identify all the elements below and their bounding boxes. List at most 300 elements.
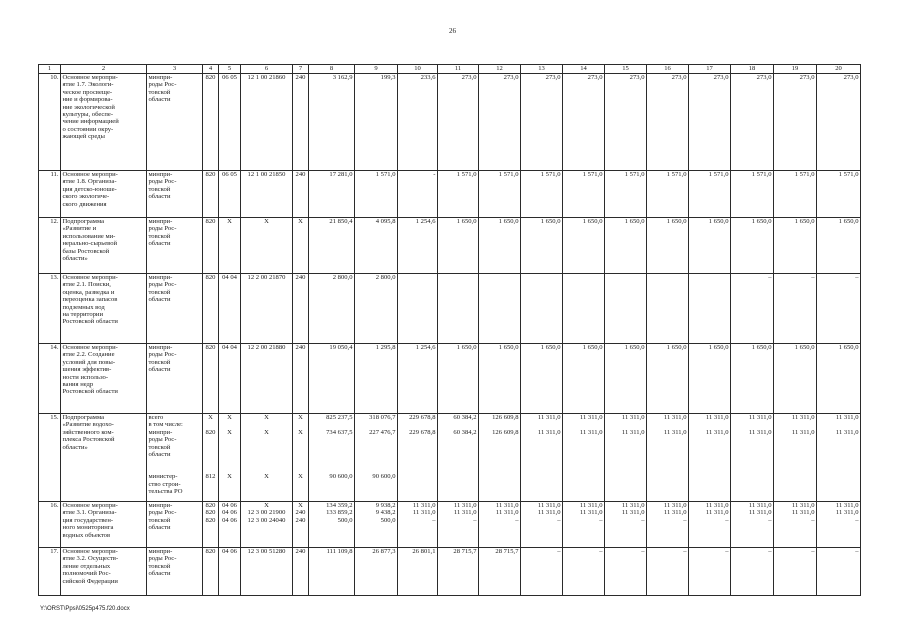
amount-value: 3 162,9: [332, 74, 353, 81]
amount-cell: [605, 218, 647, 274]
column-header: 9: [355, 65, 398, 74]
amount-value: 1 571,0: [794, 171, 815, 178]
amount-value: 11 311,0: [495, 509, 519, 517]
amount-cell: [605, 171, 647, 218]
column-header: 6: [241, 65, 293, 74]
amount-cell: [605, 344, 647, 414]
amount-value: –: [683, 516, 687, 524]
amount-value: –: [557, 516, 561, 524]
column-header: 4: [203, 65, 219, 74]
row-number: 16.: [39, 502, 61, 548]
amount-cell: [309, 548, 355, 596]
amount-cell: [438, 414, 479, 502]
amount-value: 11 311,0: [663, 414, 687, 421]
amount-value: 1 295,8: [375, 344, 396, 351]
amount-value: [440, 421, 477, 428]
code-c7: [293, 414, 309, 502]
amount-cell: [731, 74, 774, 171]
code-c4: [203, 274, 219, 344]
amount-value: 11 311,0: [537, 509, 561, 517]
amount-value: 11 311,0: [579, 509, 603, 517]
code-value: [295, 436, 307, 443]
amount-value: 273,0: [843, 74, 859, 81]
activity-line: на территории: [62, 311, 103, 319]
amount-cell: [817, 218, 861, 274]
code-value: [221, 451, 239, 458]
column-header: 2: [61, 65, 147, 74]
code-value: X: [208, 414, 213, 421]
amount-cell: [521, 414, 563, 502]
code-value: 04 06: [222, 548, 237, 555]
amount-cell: [355, 548, 398, 596]
executor: [147, 548, 203, 596]
executor-line: минпри-: [148, 171, 173, 178]
amount-value: 11 311,0: [453, 502, 477, 509]
amount-cell: [309, 218, 355, 274]
amount-cell: [479, 344, 521, 414]
executor-line: минпри-: [148, 218, 173, 225]
amount-value: 1 650,0: [456, 344, 477, 351]
amount-cell: [647, 502, 689, 548]
activity-name: [61, 344, 147, 414]
activity-line: Основное меропри-: [62, 74, 118, 81]
amount-value: 1 571,0: [624, 171, 645, 178]
amount-cell: [563, 548, 605, 596]
code-value: 240: [295, 344, 306, 351]
code-value: [243, 444, 291, 451]
column-header: 14: [563, 65, 605, 74]
amount-value: 11 311,0: [791, 414, 815, 421]
code-c5: [219, 218, 241, 274]
table-row: [39, 171, 861, 218]
amount-value: –: [641, 548, 645, 555]
executor-line: роды Рос-: [148, 178, 177, 186]
amount-value: [357, 458, 396, 465]
amount-value: 11 311,0: [663, 509, 687, 517]
code-value: X: [264, 502, 269, 509]
amount-value: 11 311,0: [705, 502, 729, 509]
row-number: 11.: [39, 171, 61, 218]
amount-value: 4 095,8: [375, 218, 396, 225]
amount-value: 1 571,0: [838, 171, 859, 178]
amount-value: [357, 421, 396, 428]
amount-value: 11 311,0: [537, 502, 561, 509]
amount-cell: [647, 274, 689, 344]
amount-cell: [647, 344, 689, 414]
code-value: [295, 444, 307, 451]
amount-value: 273,0: [629, 74, 645, 81]
amount-cell: [774, 502, 817, 548]
amount-cell: [647, 218, 689, 274]
activity-line: области»: [62, 255, 88, 263]
amount-cell: [479, 274, 521, 344]
amount-value: –: [725, 516, 729, 524]
amount-cell: [398, 74, 438, 171]
activity-line: переоценка запасов: [62, 296, 118, 304]
table-row: [39, 74, 861, 171]
amount-cell: [731, 171, 774, 218]
amount-value: 229 678,8: [409, 414, 436, 421]
executor-line: [149, 458, 201, 465]
amount-value: 1 650,0: [751, 344, 772, 351]
code-value: 04 04: [222, 274, 237, 281]
activity-line: Ростовской области: [62, 388, 118, 396]
code-value: 240: [295, 274, 306, 281]
amount-cell: [355, 502, 398, 548]
code-value: X: [298, 428, 303, 436]
code-c6: [241, 74, 293, 171]
activity-line: Основное меропри-: [62, 344, 118, 351]
code-c7: [293, 171, 309, 218]
code-value: [205, 421, 217, 428]
amount-value: 11 311,0: [537, 414, 561, 421]
amount-cell: [479, 502, 521, 548]
amount-value: –: [557, 548, 561, 555]
amount-cell: [309, 274, 355, 344]
amount-value: 318 076,7: [369, 414, 396, 421]
executor-line: товской: [148, 562, 171, 570]
amount-value: 11 311,0: [705, 414, 729, 421]
code-value: [295, 451, 307, 458]
amount-cell: [647, 74, 689, 171]
code-value: [243, 466, 291, 473]
amount-cell: [774, 171, 817, 218]
code-c5: [219, 344, 241, 414]
activity-line: Подпрограмма: [62, 218, 105, 225]
amount-value: 11 311,0: [705, 428, 729, 436]
code-value: 240: [295, 548, 306, 555]
amount-cell: [817, 502, 861, 548]
amount-value: [565, 421, 603, 428]
code-c5: [219, 414, 241, 502]
activity-line: Основное меропри-: [62, 548, 118, 555]
amount-cell: [774, 344, 817, 414]
code-c7: [293, 274, 309, 344]
activity-line: о состоянии окру-: [62, 125, 114, 133]
amount-value: 133 859,2: [326, 509, 353, 517]
amount-cell: [309, 414, 355, 502]
amount-value: –: [473, 516, 477, 524]
header-row: [39, 65, 861, 74]
amount-cell: [647, 414, 689, 502]
code-c4: [203, 548, 219, 596]
amount-value: [481, 421, 519, 428]
amount-value: [357, 451, 396, 458]
activity-line: ция государствен-: [62, 516, 114, 524]
amount-value: –: [432, 516, 436, 524]
executor-line: области: [148, 524, 171, 532]
amount-value: 1 571,0: [708, 171, 729, 178]
code-value: [205, 451, 217, 458]
activity-line: ятие 1.8. Организа-: [62, 178, 117, 186]
code-value: 04 04: [222, 344, 237, 351]
amount-value: –: [855, 274, 859, 281]
executor-line: минпри-: [148, 428, 173, 436]
amount-value: 1 650,0: [794, 344, 815, 351]
amount-value: [607, 421, 645, 428]
activity-line: культуры, обеспе-: [62, 111, 114, 119]
column-header: 1: [39, 65, 61, 74]
amount-value: [819, 421, 859, 428]
column-header: 15: [605, 65, 647, 74]
amount-value: 60 384,2: [453, 414, 477, 421]
code-c4: [203, 218, 219, 274]
amount-cell: [689, 274, 731, 344]
amount-value: 273,0: [713, 74, 729, 81]
code-value: 820: [205, 344, 216, 351]
code-value: X: [227, 414, 232, 421]
column-header: 19: [774, 65, 817, 74]
amount-value: 11 311,0: [579, 414, 603, 421]
executor-line: товской: [148, 185, 171, 193]
amount-value: 11 311,0: [835, 502, 859, 509]
code-value: 820: [205, 274, 216, 281]
amount-value: 11 311,0: [705, 509, 729, 517]
executor-line: в том числе:: [148, 421, 183, 429]
activity-line: ности использо-: [62, 373, 109, 381]
amount-value: 1 571,0: [540, 171, 561, 178]
code-value: 240: [295, 171, 306, 178]
activity-line: ятие 2.2. Создание: [62, 351, 115, 359]
amount-value: –: [811, 516, 815, 524]
executor-line: роды Рос-: [148, 555, 177, 563]
amount-value: 1 650,0: [456, 218, 477, 225]
activity-line: ческое просвеще-: [62, 88, 113, 96]
amount-value: –: [768, 274, 772, 281]
amount-value: 1 571,0: [582, 171, 603, 178]
amount-cell: [774, 548, 817, 596]
amount-cell: [689, 74, 731, 171]
amount-cell: [355, 74, 398, 171]
activity-line: плекса Ростовской: [62, 436, 115, 444]
amount-value: 1 571,0: [666, 171, 687, 178]
code-value: X: [227, 428, 232, 436]
amount-value: 227 476,7: [369, 428, 396, 436]
executor: [147, 414, 203, 502]
amount-value: 1 650,0: [838, 218, 859, 225]
executor-line: товской: [148, 358, 171, 366]
amount-value: 1 571,0: [751, 171, 772, 178]
executor-line: минпри-: [148, 344, 173, 351]
executor-line: министер-: [148, 473, 178, 481]
amount-cell: [438, 74, 479, 171]
amount-value: 11 311,0: [663, 428, 687, 436]
amount-value: 1 650,0: [708, 344, 729, 351]
amount-cell: [605, 414, 647, 502]
code-c6: [241, 414, 293, 502]
activity-line: чение информацией: [62, 118, 119, 126]
code-c6: [241, 548, 293, 596]
amount-cell: [731, 548, 774, 596]
amount-value: 26 801,1: [412, 548, 436, 555]
executor-line: области: [148, 570, 171, 578]
amount-cell: [355, 344, 398, 414]
executor-line: области: [148, 193, 171, 201]
amount-cell: [398, 344, 438, 414]
amount-value: 1 650,0: [540, 344, 561, 351]
amount-cell: [731, 274, 774, 344]
amount-value: 11 311,0: [412, 509, 436, 517]
amount-value: 134 359,2: [326, 502, 353, 509]
amount-value: 126 609,8: [492, 414, 519, 421]
amount-value: [481, 274, 519, 281]
amount-value: 90 600,0: [372, 473, 396, 481]
activity-name: [61, 171, 147, 218]
code-value: 820: [205, 516, 216, 524]
amount-value: –: [515, 516, 519, 524]
amount-value: 1 650,0: [666, 218, 687, 225]
executor-line: области: [148, 296, 171, 304]
executor-line: всего: [148, 414, 164, 421]
activity-line: зяйственного ком-: [62, 428, 114, 436]
amount-value: 11 311,0: [621, 414, 645, 421]
amount-value: 11 311,0: [791, 509, 815, 517]
executor-line: товской: [148, 288, 171, 296]
amount-value: [776, 421, 815, 428]
amount-cell: [689, 218, 731, 274]
activity-line: ятие 1.7. Экологи-: [62, 81, 114, 89]
amount-value: [400, 421, 436, 428]
code-value: 12 3 00 24040: [247, 516, 286, 524]
amount-value: 273,0: [503, 74, 519, 81]
amount-cell: [817, 74, 861, 171]
code-c5: [219, 548, 241, 596]
amount-value: 734 637,5: [326, 428, 353, 436]
amount-value: 1 650,0: [666, 344, 687, 351]
amount-cell: [731, 218, 774, 274]
amount-value: 21 850,4: [329, 218, 353, 225]
column-header: 10: [398, 65, 438, 74]
executor-line: роды Рос-: [148, 281, 177, 289]
executor-line: минпри-: [148, 502, 173, 509]
amount-value: [311, 444, 353, 451]
amount-cell: [438, 171, 479, 218]
amount-value: 1 254,6: [415, 344, 436, 351]
amount-value: [357, 444, 396, 451]
amount-value: –: [599, 548, 603, 555]
amount-value: 273,0: [671, 74, 687, 81]
amount-value: 26 877,3: [372, 548, 396, 555]
code-value: [205, 436, 217, 443]
code-value: 240: [295, 74, 306, 81]
amount-value: 111 109,8: [326, 548, 353, 555]
column-header: 18: [731, 65, 774, 74]
amount-value: [523, 274, 561, 281]
amount-value: 1 650,0: [624, 218, 645, 225]
executor-line: минпри-: [148, 74, 173, 81]
executor: [147, 274, 203, 344]
activity-line: ние и формирова-: [62, 96, 113, 104]
amount-cell: [355, 218, 398, 274]
amount-value: 11 311,0: [835, 428, 859, 436]
amount-cell: [355, 414, 398, 502]
activity-line: «Развитие водохо-: [62, 421, 114, 429]
executor: [147, 344, 203, 414]
code-value: [205, 458, 217, 465]
amount-cell: [563, 218, 605, 274]
amount-value: 273,0: [756, 74, 772, 81]
executor-line: товской: [148, 232, 171, 240]
executor-line: роды Рос-: [148, 436, 177, 444]
code-value: [205, 466, 217, 473]
executor: [147, 171, 203, 218]
activity-line: ление отдельных: [62, 562, 111, 570]
amount-cell: [563, 502, 605, 548]
code-value: 820: [205, 428, 216, 436]
amount-cell: [521, 171, 563, 218]
amount-value: 1 650,0: [498, 218, 519, 225]
amount-value: 273,0: [461, 74, 477, 81]
amount-value: 233,6: [420, 74, 436, 81]
amount-cell: [563, 171, 605, 218]
amount-value: 11 311,0: [748, 502, 772, 509]
executor-line: [149, 466, 201, 473]
table-row: [39, 344, 861, 414]
amount-value: 28 715,7: [495, 548, 519, 555]
amount-cell: [689, 414, 731, 502]
amount-value: [691, 421, 729, 428]
code-value: 820: [205, 218, 216, 225]
amount-value: [733, 421, 772, 428]
code-value: 240: [295, 509, 306, 517]
amount-value: 1 650,0: [751, 218, 772, 225]
table-row: [39, 414, 861, 502]
code-value: 12 1 00 21860: [247, 74, 286, 81]
amount-cell: [398, 218, 438, 274]
amount-cell: [398, 414, 438, 502]
amount-value: [565, 274, 603, 281]
activity-line: Основное меропри-: [62, 502, 118, 509]
activity-line: вания недр: [62, 381, 94, 389]
table-row: [39, 502, 861, 548]
activity-line: подземных вод: [62, 303, 105, 311]
code-value: 240: [295, 516, 306, 524]
activity-name: [61, 414, 147, 502]
amount-value: 11 311,0: [835, 509, 859, 517]
amount-cell: [309, 171, 355, 218]
executor-line: роды Рос-: [148, 225, 177, 233]
amount-value: 2 800,0: [375, 274, 396, 281]
row-number: 15.: [39, 414, 61, 502]
amount-value: 199,3: [380, 74, 396, 81]
code-value: 04 06: [222, 509, 237, 517]
amount-value: 1 650,0: [582, 344, 603, 351]
amount-value: [311, 458, 353, 465]
amount-value: 11 311,0: [579, 502, 603, 509]
amount-cell: [689, 502, 731, 548]
amount-value: 500,0: [380, 516, 396, 524]
code-value: [243, 421, 291, 428]
activity-line: нерально-сырьевой: [62, 240, 118, 248]
amount-cell: [479, 74, 521, 171]
amount-value: 9 438,2: [375, 509, 396, 517]
amount-value: 11 311,0: [621, 502, 645, 509]
amount-value: –: [855, 548, 859, 555]
activity-line: ятие 3.1. Организа-: [62, 509, 117, 517]
activity-line: Основное меропри-: [62, 171, 118, 178]
code-c6: [241, 502, 293, 548]
amount-cell: [689, 344, 731, 414]
code-value: 12 2 00 21880: [247, 344, 286, 351]
column-header: 11: [438, 65, 479, 74]
amount-value: [691, 274, 729, 281]
amount-value: -: [433, 171, 436, 178]
amount-value: 11 311,0: [412, 502, 436, 509]
amount-value: 11 311,0: [791, 502, 815, 509]
activity-line: полномочий Рос-: [62, 570, 111, 578]
amount-value: 1 650,0: [794, 218, 815, 225]
amount-cell: [689, 171, 731, 218]
